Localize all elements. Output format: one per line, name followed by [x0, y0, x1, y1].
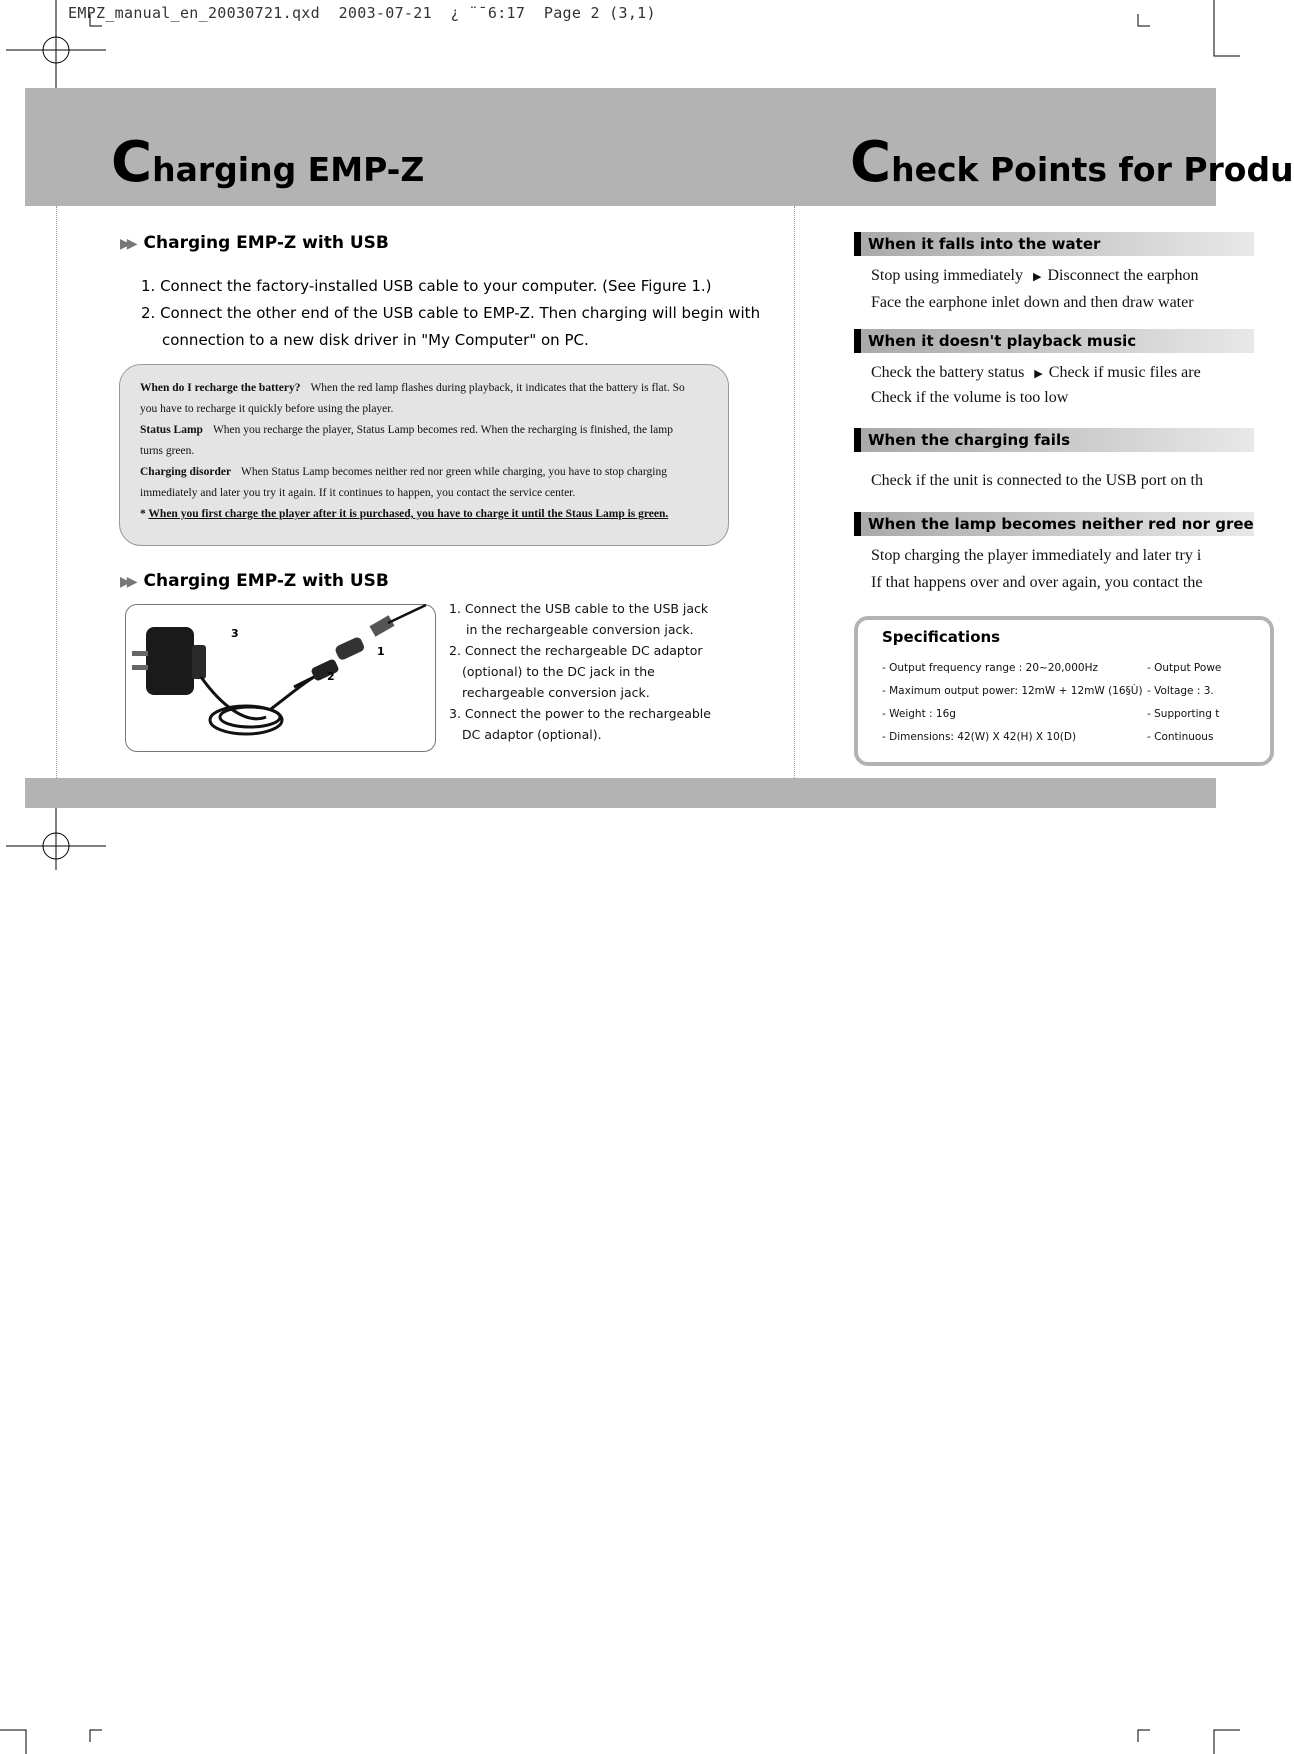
page-title-left: Charging EMP-Z [111, 130, 425, 195]
adaptor-step-3: 3. Connect the power to the rechargeable [449, 706, 711, 721]
note-recharge-when-cont: you have to recharge it quickly before using the player. [140, 403, 394, 415]
spec-output-power: - Output Powe [1147, 662, 1222, 674]
page-title-right: Check Points for Produ [850, 130, 1294, 195]
file-slug: EMPZ_manual_en_20030721.qxd 2003-07-21 ¿ ̈ ̄ 6:17 Page 2 (3,1) [68, 4, 656, 22]
check-water-line1: Stop using immediately ▶ Disconnect the earphon [871, 267, 1199, 284]
spec-weight: - Weight : 16g [882, 708, 956, 720]
triangle-right-icon: ▶ [1034, 368, 1043, 380]
check-heading-playback: When it doesn't playback music [854, 329, 1254, 353]
registration-mark-bottom-icon [6, 808, 106, 870]
step-1: 1. Connect the factory-installed USB cable to your computer. (See Figure 1.) [141, 277, 712, 295]
column-guide-left [56, 206, 57, 778]
spec-continuous: - Continuous [1147, 731, 1214, 743]
footer-band [25, 778, 1216, 808]
spec-supporting: - Supporting t [1147, 708, 1220, 720]
charger-illustration-icon [126, 605, 434, 750]
note-first-charge-warning: * When you first charge the player after it is purchased, you have to charge it until the Staus Lamp is green. [140, 508, 669, 520]
section-heading-usb-2: ▶▶ Charging EMP-Z with USB [120, 571, 389, 591]
adaptor-step-1: 1. Connect the USB cable to the USB jack [449, 601, 709, 616]
note-status-lamp: Status Lamp When you recharge the player, Status Lamp becomes red. When the recharging is finished, the lamp [140, 424, 673, 436]
step-2-cont: connection to a new disk driver in "My Computer" on PC. [162, 331, 589, 349]
note-charging-disorder-cont: immediately and later you try it again. If it continues to happen, you contact the service center. [140, 487, 576, 499]
column-guide-center [794, 206, 795, 778]
figure-label-3: 3 [231, 627, 239, 640]
check-heading-lamp: When the lamp becomes neither red nor gree [854, 512, 1254, 536]
specifications-box [854, 616, 1274, 766]
header-band [25, 88, 1294, 206]
spec-frequency: - Output frequency range : 20~20,000Hz [882, 662, 1098, 674]
charger-figure [125, 604, 436, 752]
check-heading-charging: When the charging fails [854, 428, 1254, 452]
specifications-title: Specifications [882, 628, 1001, 646]
spec-voltage: - Voltage : 3. [1147, 685, 1214, 697]
double-arrow-icon: ▶▶ [120, 574, 134, 590]
note-recharge-when: When do I recharge the battery? When the red lamp flashes during playback, it indicates that the battery is flat. So [140, 382, 685, 394]
check-heading-water: When it falls into the water [854, 232, 1254, 256]
check-playback-line2: Check if the volume is too low [871, 389, 1069, 406]
triangle-right-icon: ▶ [1033, 271, 1042, 283]
adaptor-step-1-cont: in the rechargeable conversion jack. [466, 622, 694, 637]
note-charging-disorder: Charging disorder When Status Lamp becomes neither red nor green while charging, you have to stop charging [140, 466, 667, 478]
check-lamp-line1: Stop charging the player immediately and later try i [871, 547, 1202, 564]
adaptor-step-2-cont2: rechargeable conversion jack. [462, 685, 650, 700]
figure-label-1: 1 [377, 645, 385, 658]
adaptor-step-2: 2. Connect the rechargeable DC adaptor [449, 643, 703, 658]
double-arrow-icon: ▶▶ [120, 236, 134, 252]
check-charging-line1: Check if the unit is connected to the USB port on th [871, 472, 1203, 489]
check-water-line2: Face the earphone inlet down and then draw water [871, 294, 1194, 311]
spec-max-output: - Maximum output power: 12mW + 12mW (16§Ù) [882, 685, 1143, 697]
check-playback-line1: Check the battery status ▶ Check if music files are [871, 364, 1201, 381]
adaptor-step-2-cont: (optional) to the DC jack in the [462, 664, 655, 679]
adaptor-step-3-cont: DC adaptor (optional). [462, 727, 602, 742]
right-page [848, 206, 1254, 778]
figure-label-2: 2 [327, 670, 335, 683]
check-lamp-line2: If that happens over and over again, you contact the [871, 574, 1203, 591]
section-heading-usb: ▶▶ Charging EMP-Z with USB [120, 233, 389, 253]
step-2: 2. Connect the other end of the USB cable to EMP-Z. Then charging will begin with [141, 304, 761, 322]
battery-note-box [119, 364, 729, 546]
spec-dimensions: - Dimensions: 42(W) X 42(H) X 10(D) [882, 731, 1077, 743]
note-status-lamp-cont: turns green. [140, 445, 195, 457]
